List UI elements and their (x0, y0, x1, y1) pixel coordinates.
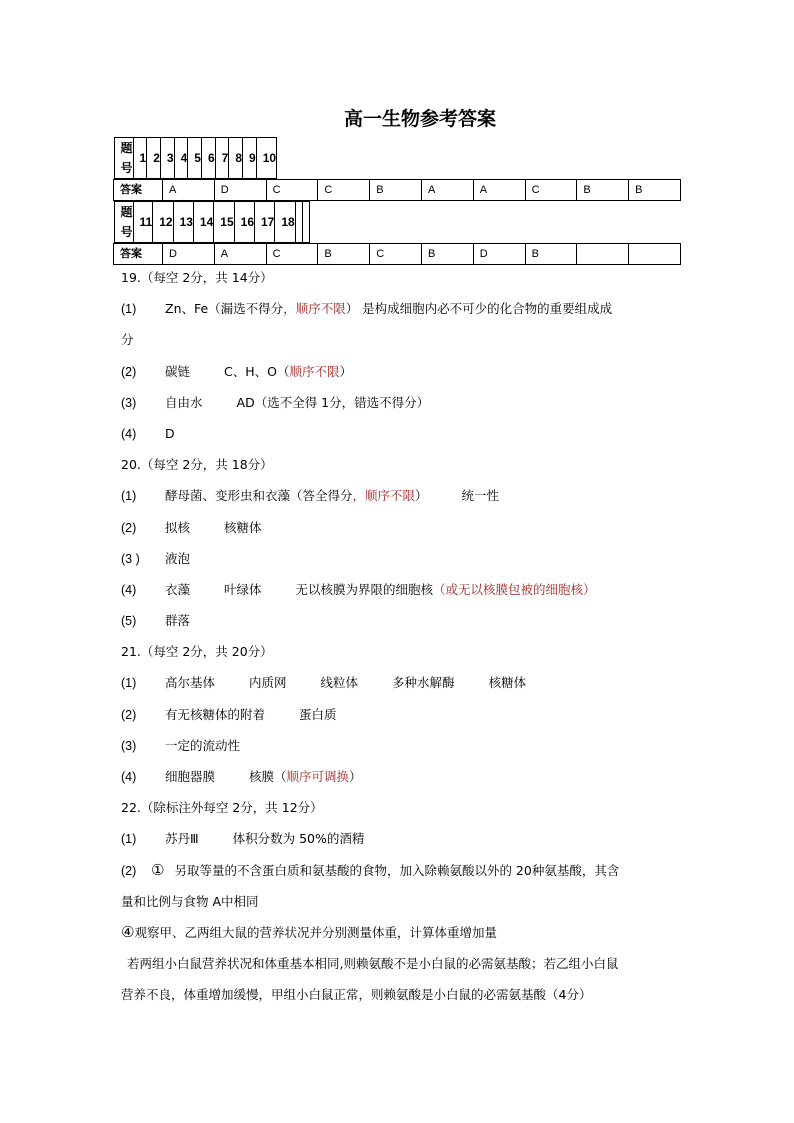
table-cell: A (421, 180, 473, 201)
table-cell: 16 (234, 202, 254, 243)
table-cell: 5 (188, 138, 202, 179)
q21-line-1: (1) 高尔基体 内质网 线粒体 多种水解酶 核糖体 (121, 675, 527, 691)
question-number-row (114, 137, 158, 179)
table-cell: D (214, 180, 266, 201)
q22-line-2-cont: 量和比例与食物 A中相同 (121, 893, 259, 909)
table-cell: 2 (147, 138, 161, 179)
question-number-row (114, 201, 158, 243)
q22-heading: 22.（除标注外每空 2分，共 12分） (121, 800, 323, 816)
table-cell: B (370, 180, 422, 201)
table-cell: 3 (160, 138, 174, 179)
table-cell: 10 (256, 138, 276, 179)
table-cell: A (473, 180, 525, 201)
q19-line-2: (2) 碳链 C、H、O（顺序不限） (121, 363, 353, 379)
row-header-cell: 题号 (114, 138, 133, 179)
table-cell (295, 202, 302, 243)
q20-line-3: (3 ) 液泡 (121, 550, 191, 566)
table-cell: 17 (255, 202, 275, 243)
row-header-cell: 答案 (114, 244, 163, 265)
table-cell: 18 (275, 202, 295, 243)
table-cell: C (266, 180, 318, 201)
q19-line-4: (4) D (121, 425, 175, 441)
row-header-cell: 题号 (114, 202, 133, 243)
table-cell: 15 (214, 202, 234, 243)
table-cell: 9 (243, 138, 257, 179)
q20-heading: 20.（每空 2分，共 18分） (121, 457, 273, 473)
table-cell: B (421, 244, 473, 265)
table-cell: 6 (201, 138, 215, 179)
table-cell: 1 (133, 138, 147, 179)
answer-body (121, 262, 681, 1011)
q19-line-1: (1) Zn、Fe（漏选不得分，顺序不限） 是构成细胞内必不可少的化合物的重要组成成 (121, 301, 613, 317)
table-cell: 8 (229, 138, 243, 179)
circled-four-marker: ④ (121, 922, 135, 941)
table-cell: B (577, 180, 629, 201)
table-cell: A (163, 180, 215, 201)
table-cell: B (629, 180, 681, 201)
q22-line-2: (2) ① 另取等量的不含蛋白质和氨基酸的食物，加入除赖氨酸以外的 20种氨基酸，其含 (121, 860, 620, 879)
q21-line-4: (4) 细胞器膜 核膜（顺序可调换） (121, 769, 362, 784)
table-cell: 14 (193, 202, 213, 243)
q22-line-1: (1) 苏丹Ⅲ 体积分数为 50%的酒精 (121, 831, 365, 847)
table-cell: B (525, 244, 577, 265)
table-cell: C (318, 180, 370, 201)
table-cell: 12 (153, 202, 173, 243)
q22-line-5: 营养不良，体重增加缓慢，甲组小白鼠正常，则赖氨酸是小白鼠的必需氨基酸（4分） (121, 987, 592, 1003)
row-header-cell: 答案 (114, 180, 163, 201)
table-cell: A (214, 244, 266, 265)
q21-line-3: (3) 一定的流动性 (121, 737, 241, 753)
table-cell: C (525, 180, 577, 201)
table-cell: C (370, 244, 422, 265)
answer-table (113, 137, 681, 265)
circled-one-marker: ① (151, 860, 165, 879)
q20-line-2: (2) 拟核 核糖体 (121, 519, 262, 535)
table-cell: C (266, 244, 318, 265)
table-cell (302, 202, 309, 243)
q19-line-3: (3) 自由水 AD（选不全得 1分，错选不得分） (121, 394, 430, 410)
table-cell: 13 (173, 202, 193, 243)
q19-line-1-cont: 分 (121, 332, 134, 348)
table-cell: B (318, 244, 370, 265)
page-title: 高一生物参考答案 (343, 108, 496, 130)
table-cell: D (163, 244, 215, 265)
q22-line-3: ④观察甲、乙两组大鼠的营养状况并分别测量体重，计算体重增加量 (121, 922, 497, 941)
table-cell: 11 (133, 202, 153, 243)
answer-row (114, 180, 681, 201)
q20-line-5: (5) 群落 (121, 613, 191, 629)
q22-line-4: 若两组小白鼠营养状况和体重基本相同,则赖氨酸不是小白鼠的必需氨基酸；若乙组小白鼠 (127, 956, 619, 972)
q20-line-1: (1) 酵母菌、变形虫和衣藻（答全得分，顺序不限） 统一性 (121, 488, 500, 504)
table-cell: 4 (174, 138, 188, 179)
q21-line-2: (2) 有无核糖体的附着 蛋白质 (121, 706, 337, 722)
q21-heading: 21.（每空 2分，共 20分） (121, 644, 273, 660)
q20-line-4: (4) 衣藻 叶绿体 无以核膜为界限的细胞核（或无以核膜包被的细胞核） (121, 581, 596, 597)
table-cell: 7 (215, 138, 229, 179)
table-cell: D (473, 244, 525, 265)
q19-heading: 19.（每空 2分，共 14分） (121, 270, 273, 285)
